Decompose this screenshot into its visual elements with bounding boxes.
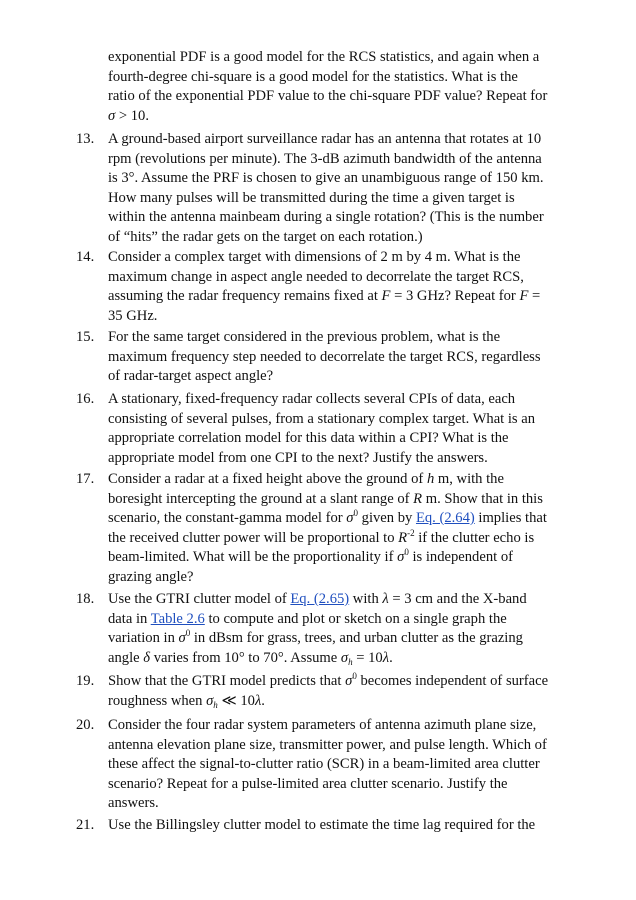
text-line: grazing angle? (108, 568, 194, 585)
text-line: A ground-based airport surveillance radar has an antenna that rotates at 10 (108, 131, 542, 147)
text-line: within the antenna mainbeam during a single rotation? (This is the number (108, 209, 544, 225)
intro-paragraph (108, 48, 586, 126)
problem-number: 18. (76, 591, 95, 607)
text-line: data in Table 2.6 to compute and plot or sketch on a single graph the (108, 610, 507, 627)
text-line: How many pulses will be transmitted during the time a given target is (108, 189, 515, 206)
text-line: answers. (108, 795, 159, 811)
problem-number: 15. (76, 329, 95, 345)
text-line: consisting of several pulses, from a stationary complex target. What is an (108, 410, 536, 427)
problem-15 (76, 328, 586, 387)
text-line: variation in $\sigma^0$ in dBsm for grass, trees, and urban clutter as the grazing (108, 628, 523, 646)
text-line: roughness when $\sigma_h$ ≪ 10λ. (108, 692, 265, 710)
text-line: assuming the radar frequency remains fixed at F = 3 GHz? Repeat for F = (108, 288, 541, 304)
text-line: ratio of the exponential PDF value to the chi-square PDF value? Repeat for (108, 88, 548, 104)
problem-18 (76, 590, 586, 668)
text-line: Consider the four radar system parameters of antenna azimuth plane size, (108, 717, 537, 733)
text-line: of “hits” the radar gets on the target on each rotation.) (108, 228, 423, 245)
text-line: maximum change in aspect angle needed to decorrelate the target RCS, (108, 268, 524, 285)
text-line: rpm (revolutions per minute). The 3-dB azimuth bandwidth of the antenna (108, 150, 542, 167)
problem-20 (76, 716, 586, 814)
text-line: maximum frequency step needed to decorrelate the target RCS, regardless (108, 348, 541, 365)
text-line: exponential PDF is a good model for the RCS statistics, and again when a (108, 49, 540, 65)
text-line: Consider a complex target with dimensions of 2 m by 4 m. What is the (108, 249, 521, 265)
problem-number: 20. (76, 717, 95, 733)
text-line: the received clutter power will be proportional to $R^{-2}$ if the clutter echo is (108, 527, 535, 546)
text-line: appropriate correlation model for this data within a CPI? What is the (108, 430, 509, 446)
problem-number: 13. (76, 131, 95, 147)
text-line: 35 GHz. (108, 307, 158, 324)
text-line: appropriate model from one CPI to the next? Justify the answers. (108, 449, 488, 466)
text-line: A stationary, fixed-frequency radar collects several CPIs of data, each (108, 391, 516, 407)
text-line: scenario? Repeat for a pulse-limited area clutter scenario. Justify the (108, 775, 508, 792)
problem-number: 21. (76, 817, 95, 833)
problem-21 (76, 816, 586, 836)
problem-13 (76, 130, 586, 247)
text-line: Use the Billingsley clutter model to estimate the time lag required for the (108, 817, 536, 833)
text-line: boresight intercepting the ground at a slant range of R m. Show that in this (108, 490, 543, 507)
problem-number: 19. (76, 673, 95, 689)
problem-17 (76, 470, 586, 587)
text-line: is 3°. Assume the PRF is chosen to give an unambiguous range of 150 km. (108, 170, 544, 186)
text-line: these affect the signal-to-clutter ratio (SCR) in a beam-limited area clutter (108, 756, 540, 772)
text-line: Consider a radar at a fixed height above the ground of h m, with the (108, 471, 504, 487)
problem-number: 17. (76, 471, 95, 487)
text-line: Show that the GTRI model predicts that $\sigma^0$ becomes independent of surface (108, 671, 549, 689)
text-line: beam-limited. What will be the proportionality if $\sigma^0$ is independent of (108, 547, 513, 565)
equation-link-2-65[interactable]: Eq. (2.65) (290, 591, 350, 607)
problem-number: 14. (76, 249, 95, 265)
table-link-2-6[interactable]: Table 2.6 (150, 610, 205, 627)
text-line: fourth-degree chi-square is a good model for the statistics. What is the (108, 68, 518, 85)
problem-number: 16. (76, 391, 95, 407)
problem-19 (76, 672, 586, 711)
text-line: σ > 10. (108, 107, 149, 124)
text-line: scenario, the constant-gamma model for $\sigma^0$ given by Eq. (2.64) implies that (108, 508, 547, 526)
equation-link-2-64[interactable]: Eq. (2.64) (415, 510, 475, 526)
text-line: Use the GTRI clutter model of Eq. (2.65) with λ = 3 cm and the X-band (108, 591, 527, 607)
text-line: antenna elevation plane size, transmitter power, and pulse length. Which of (108, 736, 547, 753)
text-line: angle δ varies from 10° to 70°. Assume $\sigma_h = 10\lambda$. (108, 649, 393, 667)
text-line: For the same target considered in the previous problem, what is the (108, 329, 501, 345)
text-line: of radar-target aspect angle? (108, 368, 274, 384)
problem-14 (76, 248, 586, 326)
problem-16 (76, 390, 586, 468)
